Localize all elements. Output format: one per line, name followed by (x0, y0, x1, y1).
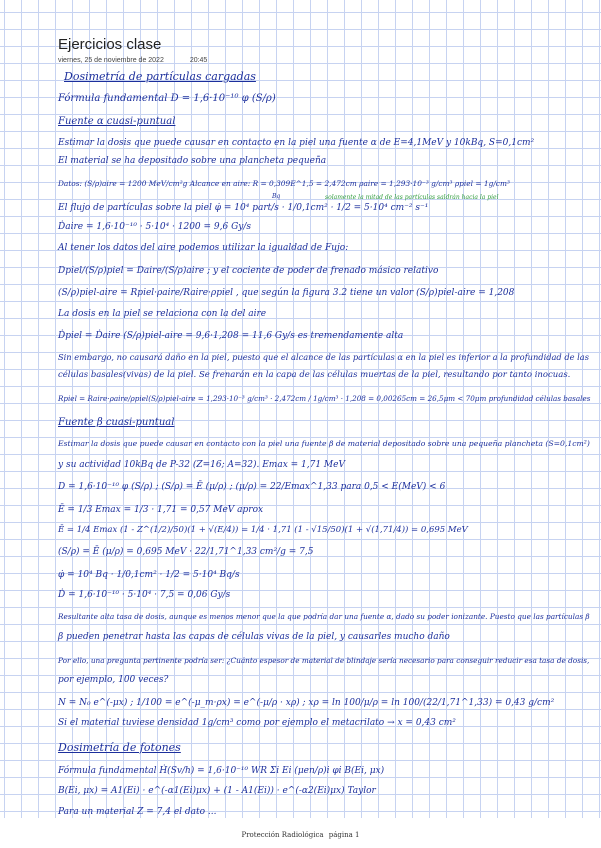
subheading-beta: Fuente β cuasi-puntual (58, 417, 175, 428)
note-line: y su actividad 10kBq de P-32 (Z=16; A=32). Emax = 1,71 MeV (58, 460, 345, 470)
footer-section: Protección Radiológica (241, 831, 324, 839)
page-title: Ejercicios clase (58, 36, 162, 53)
page-timestamp (58, 57, 207, 64)
dose-skin-line: Ḋpiel = Ḋaire (S/ρ)piel-aire = 9,6·1,208 = 11,6 Gy/s es tremendamente alta (58, 331, 404, 341)
note-line: El material se ha depositado sobre una plancheta pequeña (58, 156, 327, 166)
note-line: Al tener los datos del aire podemos utilizar la igualdad de Fujo: (58, 243, 349, 253)
page-footer (0, 831, 601, 839)
subheading-alpha: Fuente α cuasi-puntual (58, 116, 176, 127)
note-line: Estimar la dosis que puede causar en contacto en la piel una fuente α de E=4,1MeV y 10kBq, S=0,1cm² (58, 138, 535, 148)
flux-line: El flujo de partículas sobre la piel φ̇ = 10⁴ part/s · 1/0,1cm² · 1/2 = 5·10⁴ cm⁻² s⁻¹ (58, 203, 429, 213)
dose-line: Ḋ = 1,6·10⁻¹⁰ · 5·10⁴ · 7,5 = 0,06 Gy/s (58, 590, 231, 600)
heading-particles: Dosimetría de partículas cargadas (64, 70, 256, 83)
note-line: Sin embargo, no causará daño en la piel, puesto que el alcance de las partículas α en la piel es inferior a la profundidad de las (58, 352, 589, 362)
note-line: Resultante alta tasa de dosis, aunque es menos menor que la que podría dar una fuente α, dado su poder ionizante. Puesto que las partículas β (58, 612, 590, 621)
data-line: Datos: (S/ρ)aire = 1200 MeV/cm²g Alcance en aire: R = 0,309E^1,5 = 2,472cm ρaire = 1,293·10⁻³ g/cm³ ρpiel = 1g/cm³ (58, 179, 510, 188)
green-annotation: solamente la mitad de las partículas saldrán hacia la piel (325, 194, 499, 201)
bq-annotation: Bq (272, 193, 281, 200)
note-line: células basales(vivas) de la piel. Se frenarán en la capa de las células muertas de la piel, resultando por tanto inocuas. (58, 370, 571, 380)
dose-air-line: Ḋaire = 1,6·10⁻¹⁰ · 5·10⁴ · 1200 = 9,6 Gy/s (58, 222, 252, 232)
beta-formula-line: D = 1,6·10⁻¹⁰ φ (S/ρ) ; (S/ρ) = Ē (μ/ρ) ; (μ/ρ) = 22/Emax^1,33 para 0,5 < E(MeV) < 6 (58, 482, 446, 492)
flux-line: φ̇ = 10⁴ Bq · 1/0,1cm² · 1/2 = 5·10⁴ Bq/s (58, 570, 240, 580)
buildup-line: B(Ei, μx) = A1(Ei) · e^(-α1(Ei)μx) + (1 - A1(Ei)) · e^(-α2(Ei)μx) Taylor (58, 786, 376, 796)
photon-formula-line: Fórmula fundamental Ḣ(Sv/h) = 1,6·10⁻¹⁰ WR Σi Ei (μen/ρ)i φi B(Ei, μx) (58, 766, 385, 776)
attenuation-line: N = N₀ e^(-μx) ; 1/100 = e^(-μ_m·ρx) = e^(-μ/ρ · xρ) ; xρ = ln 100/μ/ρ = ln 100/(22/1,71^1,33) = 0,43 g/cm² (58, 698, 555, 708)
energy-line: Ē = 1/3 Emax = 1/3 · 1,71 = 0,57 MeV aprox (58, 505, 264, 515)
ratio-line: (S/ρ)piel-aire = Rpiel·ρaire/Raire·ρpiel , que según la figura 3.2 tiene un valor (S/ρ)piel-aire = 1,208 (58, 288, 515, 298)
footer-page-number: página 1 (328, 831, 360, 839)
note-line-partial: Para un material Z = 7,4 el dato ... (58, 807, 217, 817)
note-line: Si el material tuviese densidad 1g/cm³ como por ejemplo el metacrilato → x = 0,43 cm² (58, 718, 456, 728)
note-line: La dosis en la piel se relaciona con la del aire (58, 309, 267, 319)
energy-line: Ē = 1/4 Emax (1 - Z^(1/2)/50)(1 + √(E/4)) = 1/4 · 1,71 (1 - √15/50)(1 + √(1,71/4)) = 0,695 MeV (58, 525, 468, 535)
note-line: Por ello, una pregunta pertinente podría ser: ¿Cuánto espesor de material de blindaje sería necesario para conseguir reducir esa tasa de dosis, (58, 656, 590, 665)
page-time: 20:45 (189, 57, 208, 64)
note-line: Estimar la dosis que puede causar en contacto con la piel una fuente β de material depositado sobre una pequeña plancheta (S=0,1cm²) (58, 439, 590, 448)
equality-line: Dpiel/(S/ρ)piel = Daire/(S/ρ)aire ; y el cociente de poder de frenado másico relativo (58, 266, 439, 276)
stopping-power-line: (S/ρ) = Ē (μ/ρ) = 0,695 MeV · 22/1,71^1,33 cm²/g = 7,5 (58, 547, 314, 557)
heading-photons: Dosimetría de fotones (58, 741, 181, 754)
page-date: viernes, 25 de noviembre de 2022 (58, 57, 164, 64)
formula-line: Fórmula fundamental D = 1,6·10⁻¹⁰ φ (S/ρ) (58, 93, 276, 104)
range-line: Rpiel = Raire·ρaire/ρpiel(S/ρ)piel-aire = 1,293·10⁻³ g/cm³ · 2,472cm / 1g/cm³ · 1,208 = 0,00265cm = 26,5μm < 70μm profundidad células basales (58, 394, 591, 403)
note-line: β pueden penetrar hasta las capas de células vivas de la piel, y causarles mucho daño (58, 632, 450, 642)
note-line: por ejemplo, 100 veces? (58, 675, 169, 685)
